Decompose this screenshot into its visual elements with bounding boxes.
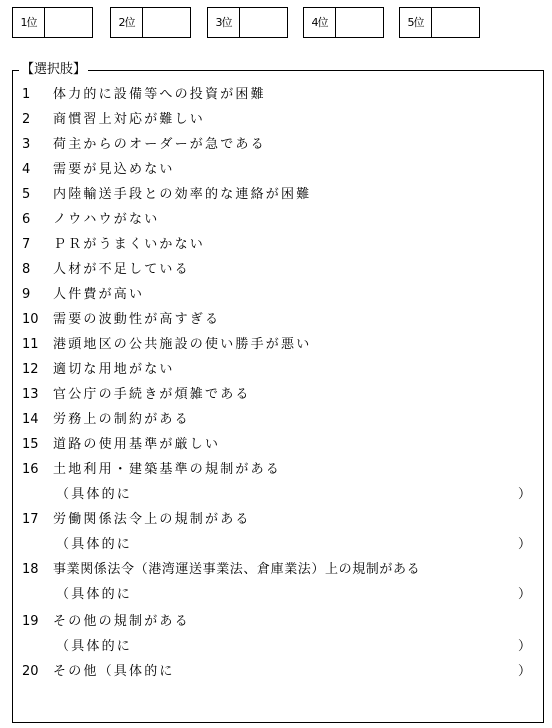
specify-close: ） <box>518 487 532 502</box>
option-text: その他の規制がある <box>53 614 190 629</box>
option-text: その他（具体的に <box>53 664 175 679</box>
option-number: 2 <box>22 112 31 127</box>
option-number: 11 <box>22 337 39 352</box>
rank-label: 1位 <box>13 8 45 37</box>
option-10 <box>0 310 552 330</box>
option-2 <box>0 110 552 130</box>
option-number: 8 <box>22 262 31 277</box>
option-9 <box>0 285 552 305</box>
option-text: 労務上の制約がある <box>53 412 190 427</box>
rank-row <box>12 7 482 40</box>
rank-input[interactable] <box>336 8 383 37</box>
option-number: 3 <box>22 137 31 152</box>
option-text: 体力的に設備等への投資が困難 <box>53 87 266 102</box>
option-19 <box>0 612 552 632</box>
option-text: 事業関係法令（港湾運送事業法、倉庫業法）上の規制がある <box>53 562 421 577</box>
option-number: 1 <box>22 87 31 102</box>
option-number: 12 <box>22 362 39 377</box>
option-number: 20 <box>22 664 39 679</box>
option-7 <box>0 235 552 255</box>
specify-close: ） <box>518 587 532 602</box>
option-4 <box>0 160 552 180</box>
option-5 <box>0 185 552 205</box>
specify-close: ） <box>518 639 532 654</box>
option-text: 港頭地区の公共施設の使い勝手が悪い <box>53 337 312 352</box>
option-text: 人材が不足している <box>53 262 190 277</box>
option-12 <box>0 360 552 380</box>
rank-box-3[interactable] <box>207 7 288 38</box>
rank-box-4[interactable] <box>303 7 384 38</box>
rank-box-1[interactable] <box>12 7 93 38</box>
option-number: 9 <box>22 287 31 302</box>
specify-line-18[interactable] <box>0 585 552 605</box>
option-text: 需要が見込めない <box>53 162 175 177</box>
specify-close: ） <box>518 537 532 552</box>
option-6 <box>0 210 552 230</box>
option-text: 需要の波動性が高すぎる <box>53 312 221 327</box>
option-number: 17 <box>22 512 39 527</box>
option-number: 6 <box>22 212 31 227</box>
option-text: 内陸輸送手段との効率的な連絡が困難 <box>53 187 312 202</box>
specify-open: （具体的に <box>56 639 133 654</box>
rank-label: 4位 <box>304 8 336 37</box>
specify-line-19[interactable] <box>0 637 552 657</box>
specify-open: （具体的に <box>56 587 133 602</box>
option-number: 16 <box>22 462 39 477</box>
specify-line-17[interactable] <box>0 535 552 555</box>
rank-label: 5位 <box>400 8 432 37</box>
option-15 <box>0 435 552 455</box>
option-text: 土地利用・建築基準の規制がある <box>53 462 282 477</box>
option-16 <box>0 460 552 480</box>
option-20[interactable] <box>0 662 552 682</box>
option-text: 道路の使用基準が厳しい <box>53 437 221 452</box>
option-number: 15 <box>22 437 39 452</box>
option-number: 4 <box>22 162 31 177</box>
option-18 <box>0 560 552 580</box>
rank-box-2[interactable] <box>110 7 191 38</box>
rank-input[interactable] <box>143 8 190 37</box>
option-text: 荷主からのオーダーが急である <box>53 137 266 152</box>
option-text: 適切な用地がない <box>53 362 175 377</box>
rank-label: 3位 <box>208 8 240 37</box>
specify-open: （具体的に <box>56 537 133 552</box>
option-3 <box>0 135 552 155</box>
options-legend: 【選択肢】 <box>21 62 87 77</box>
specify-open: （具体的に <box>56 487 133 502</box>
option-number: 13 <box>22 387 39 402</box>
option-11 <box>0 335 552 355</box>
option-number: 18 <box>22 562 39 577</box>
option-1 <box>0 85 552 105</box>
option-text: 商慣習上対応が難しい <box>53 112 206 127</box>
option-text: 官公庁の手続きが煩雑である <box>53 387 251 402</box>
option-text: ノウハウがない <box>53 212 160 227</box>
option-13 <box>0 385 552 405</box>
option-number: 19 <box>22 614 39 629</box>
option-text: 人件費が高い <box>53 287 145 302</box>
rank-input[interactable] <box>432 8 479 37</box>
option-8 <box>0 260 552 280</box>
option-number: 7 <box>22 237 31 252</box>
rank-box-5[interactable] <box>399 7 480 38</box>
option-text: 労働関係法令上の規制がある <box>53 512 251 527</box>
option-17 <box>0 510 552 530</box>
specify-line-16[interactable] <box>0 485 552 505</box>
option-number: 14 <box>22 412 39 427</box>
rank-label: 2位 <box>111 8 143 37</box>
option-number: 5 <box>22 187 31 202</box>
rank-input[interactable] <box>240 8 287 37</box>
option-number: 10 <box>22 312 39 327</box>
option-text: ＰＲがうまくいかない <box>53 237 206 252</box>
rank-input[interactable] <box>45 8 92 37</box>
specify-close: ） <box>518 664 532 679</box>
option-14 <box>0 410 552 430</box>
